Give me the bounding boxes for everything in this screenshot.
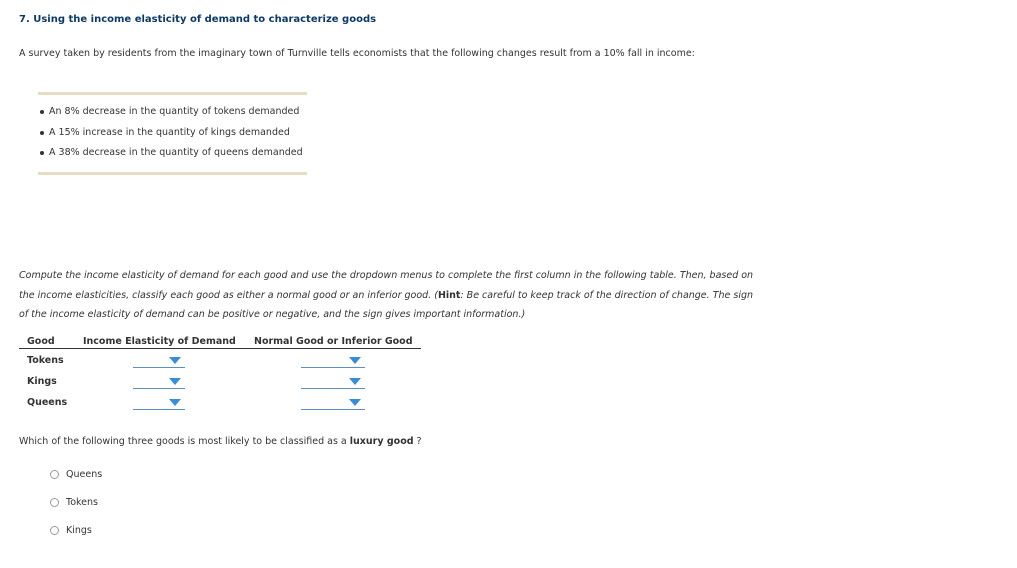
hint-label: Hint [437,289,461,301]
list-item: An 8% decrease in the quantity of tokens demanded [49,102,307,123]
chevron-down-icon [349,399,361,406]
classification-dropdown-kings[interactable] [301,375,365,389]
table-header-classification: Normal Good or Inferior Good [254,336,413,347]
elasticity-dropdown-tokens[interactable] [133,354,185,368]
instructions-part1: Compute the income elasticity of demand for each good and use the dropdown menus to complete the first column in the following table. Then, based on the income elasticities, classify each good as either a normal good or an inferior good. ( [19,270,754,301]
classification-dropdown-queens[interactable] [301,396,365,410]
list-item: A 15% increase in the quantity of kings demanded [49,123,307,144]
instructions-text [19,266,759,325]
question-emphasis: luxury good [349,436,414,447]
table-row-label: Queens [27,397,68,408]
table-header-elasticity: Income Elasticity of Demand [83,336,236,347]
radio-label: Kings [66,525,92,536]
luxury-question [19,436,422,447]
radio-button-icon[interactable] [50,526,59,535]
table-header-good: Good [27,336,55,347]
elasticity-dropdown-queens[interactable] [133,396,185,410]
chevron-down-icon [349,378,361,385]
radio-label: Tokens [66,497,98,508]
question-prefix: Which of the following three goods is most likely to be classified as a [19,436,350,447]
question-suffix: ? [413,436,422,447]
radio-button-icon[interactable] [50,470,59,479]
intro-text: A survey taken by residents from the imaginary town of Turnville tells economists that the following changes result from a 10% fall in income: [19,48,695,59]
radio-label: Queens [66,469,103,480]
table-row-label: Kings [27,376,57,387]
radio-option-queens[interactable] [50,469,102,480]
instructions-part2: : Be careful to keep track of the direction of change. The sign of the income elasticity of demand can be positive or negative, and the sign gives important information.) [19,289,754,320]
changes-list [38,102,307,164]
list-item: A 38% decrease in the quantity of queens demanded [49,143,307,164]
radio-option-tokens[interactable] [50,497,98,508]
question-title: 7. Using the income elasticity of demand to characterize goods [19,14,377,25]
chevron-down-icon [349,357,361,364]
classification-dropdown-tokens[interactable] [301,354,365,368]
radio-button-icon[interactable] [50,498,59,507]
chevron-down-icon [169,378,181,385]
changes-callout [38,92,307,175]
radio-option-kings[interactable] [50,525,92,536]
elasticity-dropdown-kings[interactable] [133,375,185,389]
table-row-label: Tokens [27,355,64,366]
table-header-underline [19,348,421,349]
chevron-down-icon [169,399,181,406]
elasticity-table [19,334,421,416]
chevron-down-icon [169,357,181,364]
